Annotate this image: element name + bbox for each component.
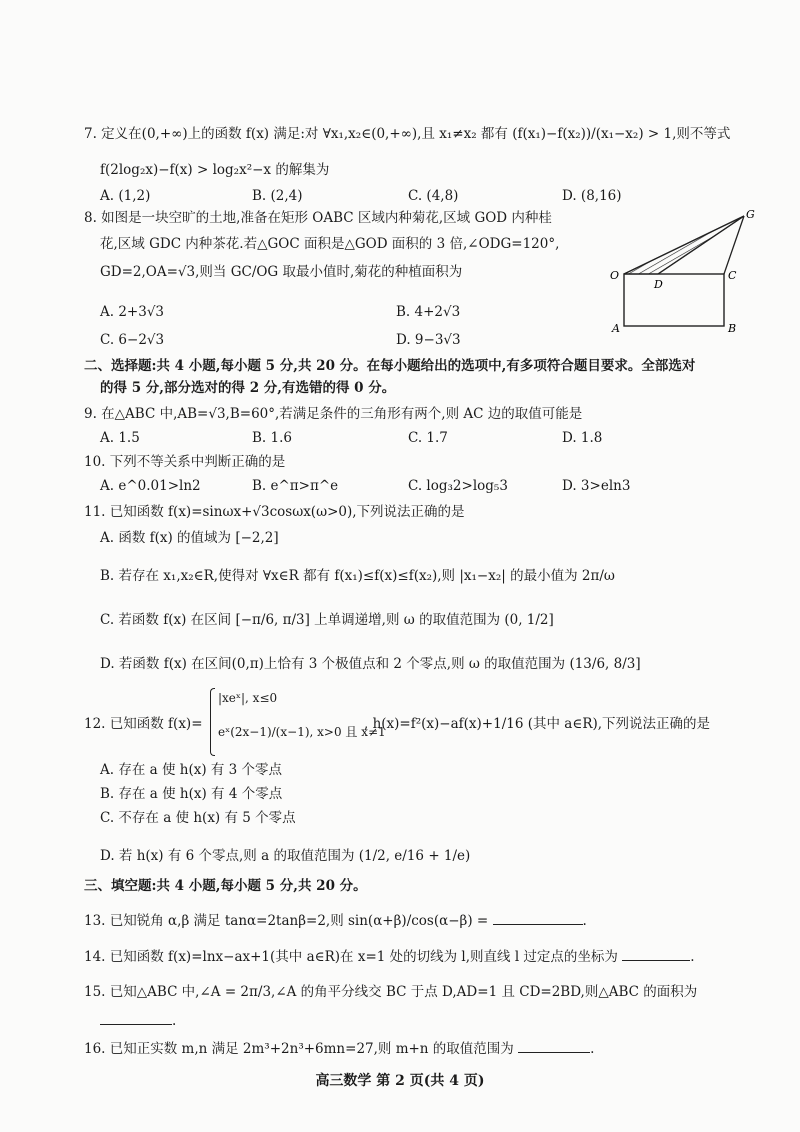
q12-option-b: B. 存在 a 使 h(x) 有 4 个零点 bbox=[100, 786, 283, 802]
section2-line2: 的得 5 分,部分选对的得 2 分,有选错的得 0 分。 bbox=[100, 380, 396, 396]
label-c: C bbox=[728, 269, 737, 282]
q7-option-c: C. (4,8) bbox=[408, 188, 459, 204]
q12-option-c: C. 不存在 a 使 h(x) 有 5 个零点 bbox=[100, 810, 296, 826]
q7-option-a: A. (1,2) bbox=[100, 188, 151, 204]
q9-option-c: C. 1.7 bbox=[408, 430, 448, 446]
label-a: A bbox=[612, 322, 620, 335]
section3-header: 三、填空题:共 4 小题,每小题 5 分,共 20 分。 bbox=[84, 878, 367, 894]
q7-option-d: D. (8,16) bbox=[562, 188, 622, 204]
q11-option-c: C. 若函数 f(x) 在区间 [−π/6, π/3] 上单调递增,则 ω 的取值范围为 (0, 1/2] bbox=[100, 612, 554, 628]
section2-line1: 二、选择题:共 4 小题,每小题 5 分,共 20 分。在每小题给出的选项中,有多项符合题目要求。全部选对 bbox=[84, 358, 696, 374]
q10-option-a: A. e^0.01>ln2 bbox=[100, 478, 201, 494]
q11-option-d: D. 若函数 f(x) 在区间(0,π)上恰有 3 个极值点和 2 个零点,则 ω 的取值范围为 (13/6, 8/3] bbox=[100, 656, 641, 672]
q16-stem bbox=[84, 1038, 594, 1059]
q8-option-c: C. 6−2√3 bbox=[100, 332, 165, 348]
q11-stem: 11. 已知函数 f(x)=sinωx+√3cosωx(ω>0),下列说法正确的是 bbox=[84, 504, 465, 520]
segment-og bbox=[624, 216, 744, 274]
label-d: D bbox=[654, 278, 663, 291]
q12-stem-prefix: 12. 已知函数 f(x)= bbox=[84, 716, 203, 732]
q15-answer-blank bbox=[100, 1010, 172, 1025]
q7-line1: 7. 定义在(0,+∞)上的函数 f(x) 满足:对 ∀x₁,x₂∈(0,+∞),且 x₁≠x₂ 都有 (f(x₁)−f(x₂))/(x₁−x₂) > 1,则不等式 bbox=[84, 126, 731, 142]
q14-answer-blank bbox=[622, 946, 690, 961]
q7-line2: f(2log₂x)−f(x) > log₂x²−x 的解集为 bbox=[100, 162, 330, 178]
q7-option-b: B. (2,4) bbox=[252, 188, 303, 204]
label-o: O bbox=[610, 269, 620, 282]
q15-end: . bbox=[172, 1013, 177, 1029]
q10-option-d: D. 3>eln3 bbox=[562, 478, 631, 494]
q8-figure bbox=[606, 200, 766, 340]
page-footer: 高三数学 第 2 页(共 4 页) bbox=[315, 1073, 485, 1089]
q11-option-a: A. 函数 f(x) 的值域为 [−2,2] bbox=[100, 530, 279, 546]
q15-answer-line bbox=[100, 1010, 176, 1031]
q10-stem: 10. 下列不等关系中判断正确的是 bbox=[84, 454, 286, 470]
q10-options bbox=[100, 476, 780, 496]
q12-option-d: D. 若 h(x) 有 6 个零点,则 a 的取值范围为 (1/2, e/16 + 1/e) bbox=[100, 848, 471, 864]
q11-option-b: B. 若存在 x₁,x₂∈R,使得对 ∀x∈R 都有 f(x₁)≤f(x)≤f(x₂),则 |x₁−x₂| 的最小值为 2π/ω bbox=[100, 568, 615, 584]
q9-option-d: D. 1.8 bbox=[562, 430, 603, 446]
q13-text: 13. 已知锐角 α,β 满足 tanα=2tanβ=2,则 sin(α+β)/cos(α−β) = bbox=[84, 913, 489, 929]
q12-option-a: A. 存在 a 使 h(x) 有 3 个零点 bbox=[100, 762, 283, 778]
rectangle-oabc bbox=[624, 274, 724, 326]
q8-line2: 花,区域 GDC 内种茶花.若△GOC 面积是△GOD 面积的 3 倍,∠ODG=120°, bbox=[100, 236, 560, 252]
q13-answer-blank bbox=[493, 910, 583, 925]
q13-stem bbox=[84, 910, 587, 931]
q8-option-d: D. 9−3√3 bbox=[396, 332, 461, 348]
q8-option-b: B. 4+2√3 bbox=[396, 304, 461, 320]
q8-line1: 8. 如图是一块空旷的土地,准备在矩形 OABC 区域内种菊花,区域 GOD 内种桂 bbox=[84, 210, 552, 226]
label-g: G bbox=[746, 208, 755, 221]
q14-text: 14. 已知函数 f(x)=lnx−ax+1(其中 a∈R)在 x=1 处的切线为 l,则直线 l 过定点的坐标为 bbox=[84, 949, 618, 965]
segment-dg bbox=[658, 216, 744, 274]
q15-stem: 15. 已知△ABC 中,∠A = 2π/3,∠A 的角平分线交 BC 于点 D,AD=1 且 CD=2BD,则△ABC 的面积为 bbox=[84, 984, 698, 1000]
label-b: B bbox=[728, 322, 737, 335]
q9-option-a: A. 1.5 bbox=[100, 430, 140, 446]
q16-answer-blank bbox=[518, 1038, 590, 1053]
q16-text: 16. 已知正实数 m,n 满足 2m³+2n³+6mn=27,则 m+n 的取值范围为 bbox=[84, 1041, 514, 1057]
q12-piece1: |xeˣ|, x≤0 bbox=[218, 691, 278, 705]
q16-end: . bbox=[590, 1041, 595, 1057]
q12-brace bbox=[210, 688, 215, 756]
q9-options bbox=[100, 428, 780, 448]
q12-piece2: eˣ(2x−1)/(x−1), x>0 且 x≠1 bbox=[218, 725, 386, 739]
q9-option-b: B. 1.6 bbox=[252, 430, 292, 446]
q10-option-b: B. e^π>π^e bbox=[252, 478, 339, 494]
q9-stem: 9. 在△ABC 中,AB=√3,B=60°,若满足条件的三角形有两个,则 AC 边的取值可能是 bbox=[84, 406, 583, 422]
q8-line3: GD=2,OA=√3,则当 GC/OG 取最小值时,菊花的种植面积为 bbox=[100, 264, 463, 280]
q12-stem-suffix: , h(x)=f²(x)−af(x)+1/16 (其中 a∈R),下列说法正确的是 bbox=[364, 716, 711, 732]
q13-end: . bbox=[582, 913, 587, 929]
q8-option-a: A. 2+3√3 bbox=[100, 304, 165, 320]
q14-end: . bbox=[690, 949, 695, 965]
q14-stem bbox=[84, 946, 695, 967]
q10-option-c: C. log₃2>log₅3 bbox=[408, 478, 508, 494]
